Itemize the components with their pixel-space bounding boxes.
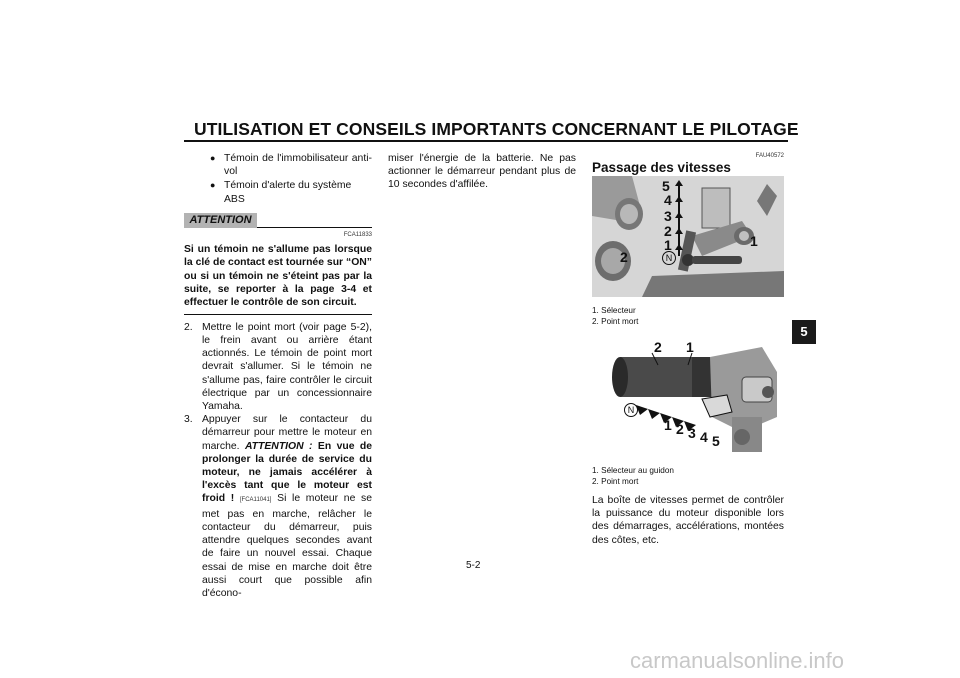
step-number: 2.: [184, 321, 193, 333]
section-heading: Passage des vitesses: [592, 160, 731, 175]
bullet-item: [184, 152, 372, 178]
callout-2: 2: [654, 339, 662, 355]
attention-end-rule: [184, 314, 372, 315]
watermark-text: carmanualsonline.info: [630, 648, 845, 673]
gear-label-1: 1: [664, 237, 672, 253]
step-item: [184, 413, 372, 600]
inline-attention-label: ATTENTION :: [244, 440, 313, 452]
figure-1-captions: [592, 305, 784, 327]
step-item: [184, 321, 372, 413]
callout-1: 1: [686, 339, 694, 355]
gear-label-4: 4: [664, 192, 672, 208]
header-rule: [184, 140, 788, 142]
bullet-dot-icon: ●: [210, 153, 216, 163]
caption-line: 2. Point mort: [592, 477, 639, 486]
step-text: Mettre le point mort (voir page 5-2), le frein avant ou arrière étant actionnés. Le témoin de point mort devrait s'allumer. Si le témoin ne s'allume pas, faire contrôler le circuit électrique par un concessionnaire Yamaha.: [202, 321, 372, 413]
gear-label-neutral: N: [662, 251, 676, 265]
page-header-title: UTILISATION ET CONSEILS IMPORTANTS CONCERNANT LE PILOTAGE: [194, 119, 799, 139]
handlebar-shifter-figure: [592, 337, 784, 457]
column-left: [184, 152, 372, 600]
bullet-dot-icon: ●: [210, 180, 216, 191]
attention-banner: [184, 213, 372, 231]
inline-attention-code: [FCA11041]: [239, 497, 272, 504]
gear-label-2: 2: [676, 421, 684, 437]
gear-label-4: 4: [700, 429, 708, 445]
gear-label-5: 5: [662, 178, 670, 194]
callout-1: 1: [750, 233, 758, 249]
step-number: 3.: [184, 414, 193, 426]
caption-line: 2. Point mort: [592, 317, 639, 326]
bullet-text: Témoin d'alerte du système ABS: [224, 180, 352, 205]
gear-label-1: 1: [664, 417, 672, 433]
gear-label-3: 3: [664, 208, 672, 224]
step-text: Appuyer sur le contacteur du démarreur pour mettre le moteur en marche.: [202, 414, 372, 452]
gear-label-neutral: N: [624, 403, 638, 417]
gear-label-2: 2: [664, 223, 672, 239]
page-number: 5-2: [466, 560, 481, 571]
gear-label-5: 5: [712, 433, 720, 449]
caption-line: 1. Sélecteur au guidon: [592, 466, 674, 475]
inline-attention-text: En vue de prolonger la durée de service du moteur, ne jamais accélérer à l'excès tant que le moteur est froid !: [202, 440, 373, 505]
step-text-continued: Si le moteur ne se met pas en marche, relâcher le contacteur du démarreur, puis attendre quelques secondes avant de faire un nouvel essai. Chaque essai de mise en marche doit être aussi court que possible afin d'écono-: [202, 493, 373, 599]
attention-text: Si un témoin ne s'allume pas lorsque la clé de contact est tournée sur “ON” ou si un témoin ne s'éteint pas par la suite, se reporter à la page 3-4 et effectuer le contrôle de son circuit.: [184, 243, 372, 309]
attention-code: FCA11833: [343, 231, 372, 238]
column-middle: miser l'énergie de la batterie. Ne pas actionner le démarreur pendant plus de 10 secondes d'affilée.: [388, 153, 576, 191]
attention-label: ATTENTION: [184, 213, 257, 228]
bullet-text: Témoin de l'immobilisateur anti-vol: [224, 153, 372, 178]
gear-shift-pedal-figure: [592, 176, 784, 297]
gear-label-3: 3: [688, 425, 696, 441]
chapter-tab: 5: [792, 320, 816, 344]
caption-line: 1. Sélecteur: [592, 306, 636, 315]
section-code: FAU40572: [755, 153, 784, 159]
gearbox-body-text: La boîte de vitesses permet de contrôler la puissance du moteur disponible lors des démarrages, accélérations, montées des côtes, etc.: [592, 495, 784, 546]
bullet-item: [184, 179, 372, 205]
figure-2-captions: [592, 465, 784, 487]
attention-rule: [257, 227, 372, 228]
column-right: [592, 152, 784, 176]
callout-2: 2: [620, 249, 628, 265]
